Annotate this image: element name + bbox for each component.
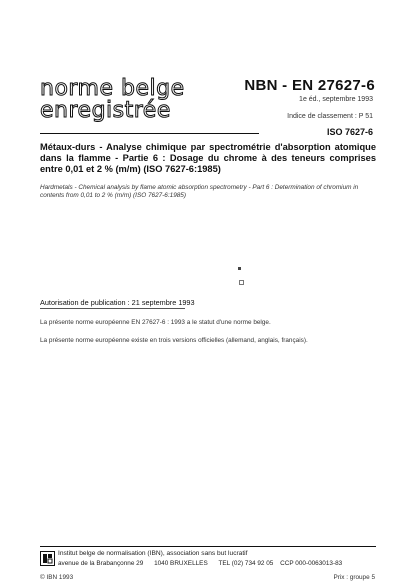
copyright: © IBN 1993	[40, 574, 74, 581]
title-english: Hardmetals - Chemical analysis by flame atomic absorption spectrometry - Part 6 : Determination of chromium in contents from 0,01 to 2 % (m/m) (ISO 7627-6:1985)	[40, 184, 359, 199]
phone: TEL (02) 734 92 05	[218, 560, 274, 567]
title-french: Métaux-durs - Analyse chimique par spectrométrie d'absorption atomique dans la flamme - Partie 6 : Dosage du chrome à des teneurs comprises entre 0,01 et 2 % (m/m) (ISO 7627-6:1985)	[40, 142, 376, 174]
versions-statement: La présente norme européenne existe en trois versions officielles (allemand, anglais, français).	[40, 337, 308, 344]
classification-index: Indice de classement : P 51	[287, 113, 373, 120]
header-divider	[40, 133, 259, 134]
brand-wordmark	[40, 78, 185, 122]
status-statement: La présente norme européenne EN 27627-6 : 1993 a le statut d'une norme belge.	[40, 319, 271, 326]
ibn-logo-icon	[40, 551, 55, 566]
price-group: Prix : groupe 5	[333, 574, 375, 581]
scan-mark-square	[239, 280, 244, 285]
approval-divider	[40, 308, 185, 309]
brand-line-2: enregistrée	[40, 98, 171, 123]
scan-mark-dot	[238, 267, 241, 270]
street: avenue de la Brabançonne 29	[58, 560, 144, 567]
postal-account: CCP 000-0063013-83	[280, 560, 343, 567]
institute-name: Institut belge de normalisation (IBN), association sans but lucratif	[58, 550, 248, 557]
brand-line-1: norme belge	[40, 76, 185, 101]
standard-number: NBN - EN 27627-6	[244, 77, 375, 94]
publication-authorization: Autorisation de publication : 21 septembre 1993	[40, 298, 195, 307]
institute-address	[58, 560, 376, 567]
footer-divider	[40, 546, 376, 547]
iso-reference: ISO 7627-6	[326, 127, 373, 137]
city: 1040 BRUXELLES	[154, 560, 208, 567]
edition-date: 1e éd., septembre 1993	[299, 96, 373, 103]
